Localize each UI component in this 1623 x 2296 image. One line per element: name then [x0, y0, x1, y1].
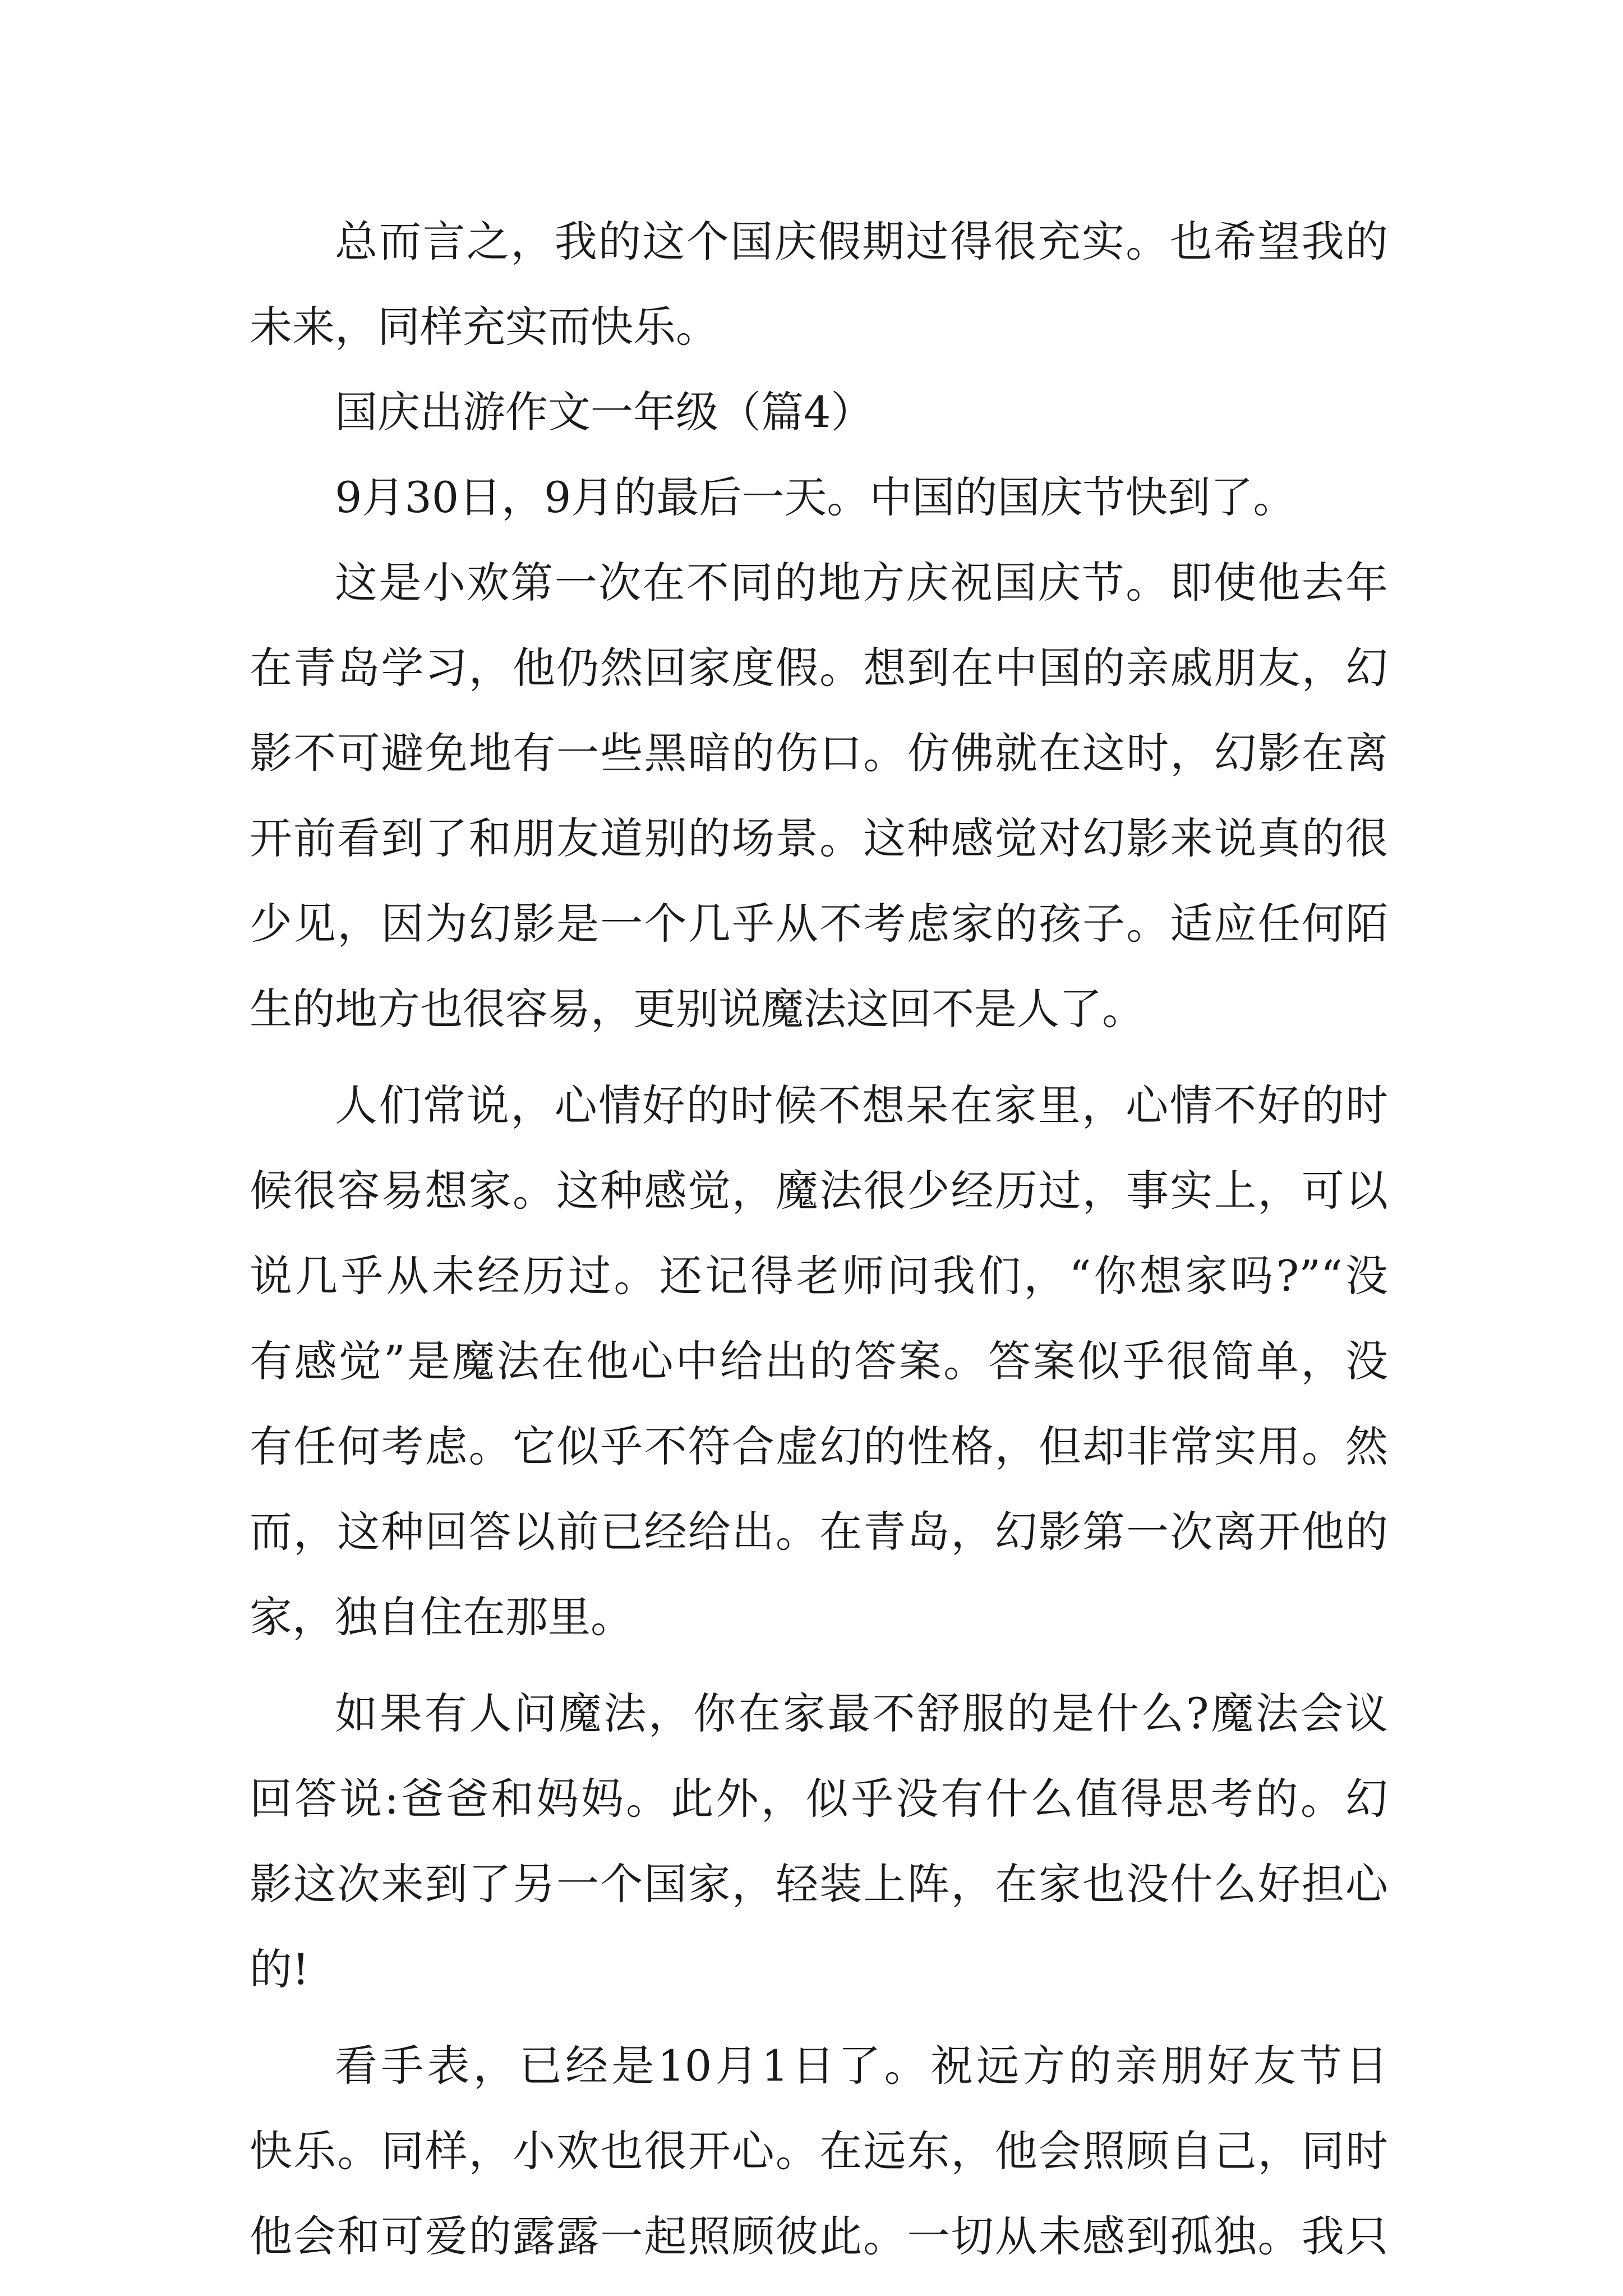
text-line: 如果有人问魔法，你在家最不舒服的是什么?魔法会议: [335, 1688, 1388, 1738]
text-line: 影不可避免地有一些黑暗的伤口。仿佛就在这时，幻影在离: [250, 728, 1388, 778]
text-line: 这是小欢第一次在不同的地方庆祝国庆节。即使他去年: [335, 558, 1388, 608]
paragraph: [250, 540, 1388, 1052]
text-line: 生的地方也很容易，更别说魔法这回不是人了。: [250, 984, 1145, 1034]
text-line: 而，这种回答以前已经给出。在青岛，幻影第一次离开他的: [250, 1507, 1388, 1557]
text-line: 影这次来到了另一个国家，轻装上阵，在家也没什么好担心: [250, 1859, 1388, 1909]
text-line: 的!: [250, 1944, 310, 1994]
paragraph: [250, 1671, 1388, 2012]
text-line: 候很容易想家。这种感觉，魔法很少经历过，事实上，可以: [250, 1166, 1388, 1216]
document-body: [250, 199, 1388, 2279]
paragraph: [250, 2023, 1388, 2279]
text-line: 少见，因为幻影是一个几乎从不考虑家的孩子。适应任何陌: [250, 899, 1388, 949]
text-line: 人们常说，心情好的时候不想呆在家里，心情不好的时: [335, 1080, 1388, 1130]
text-line: 家，独自住在那里。: [250, 1592, 633, 1642]
text-line: 总而言之，我的这个国庆假期过得很充实。也希望我的: [335, 217, 1388, 266]
text-line: 在青岛学习，他仍然回家度假。想到在中国的亲戚朋友，幻: [250, 643, 1388, 693]
text-line: 有任何考虑。它似乎不符合虚幻的性格，但却非常实用。然: [250, 1421, 1388, 1471]
paragraph: [250, 199, 1388, 370]
paragraph: [250, 455, 1388, 540]
text-line: 看手表，已经是10月1日了。祝远方的亲朋好友节日: [335, 2041, 1388, 2091]
heading-text: 国庆出游作文一年级（篇4）: [335, 387, 874, 437]
text-line: 他会和可爱的露露一起照顾彼此。一切从未感到孤独。我只: [250, 2211, 1388, 2261]
text-line: 回答说:爸爸和妈妈。此外，似乎没有什么值得思考的。幻: [250, 1774, 1388, 1824]
text-line: 9月30日，9月的最后一天。中国的国庆节快到了。: [335, 472, 1296, 522]
text-line: 开前看到了和朋友道别的场景。这种感觉对幻影来说真的很: [250, 813, 1388, 863]
text-line: 未来，同样充实而快乐。: [250, 302, 718, 352]
section-heading: [250, 370, 1388, 455]
text-line: 说几乎从未经历过。还记得老师问我们，“你想家吗?”“没: [250, 1251, 1388, 1301]
text-line: 快乐。同样，小欢也很开心。在远东，他会照顾自己，同时: [250, 2126, 1388, 2176]
paragraph: [250, 1063, 1388, 1660]
text-line: 有感觉”是魔法在他心中给出的答案。答案似乎很简单，没: [250, 1336, 1388, 1386]
